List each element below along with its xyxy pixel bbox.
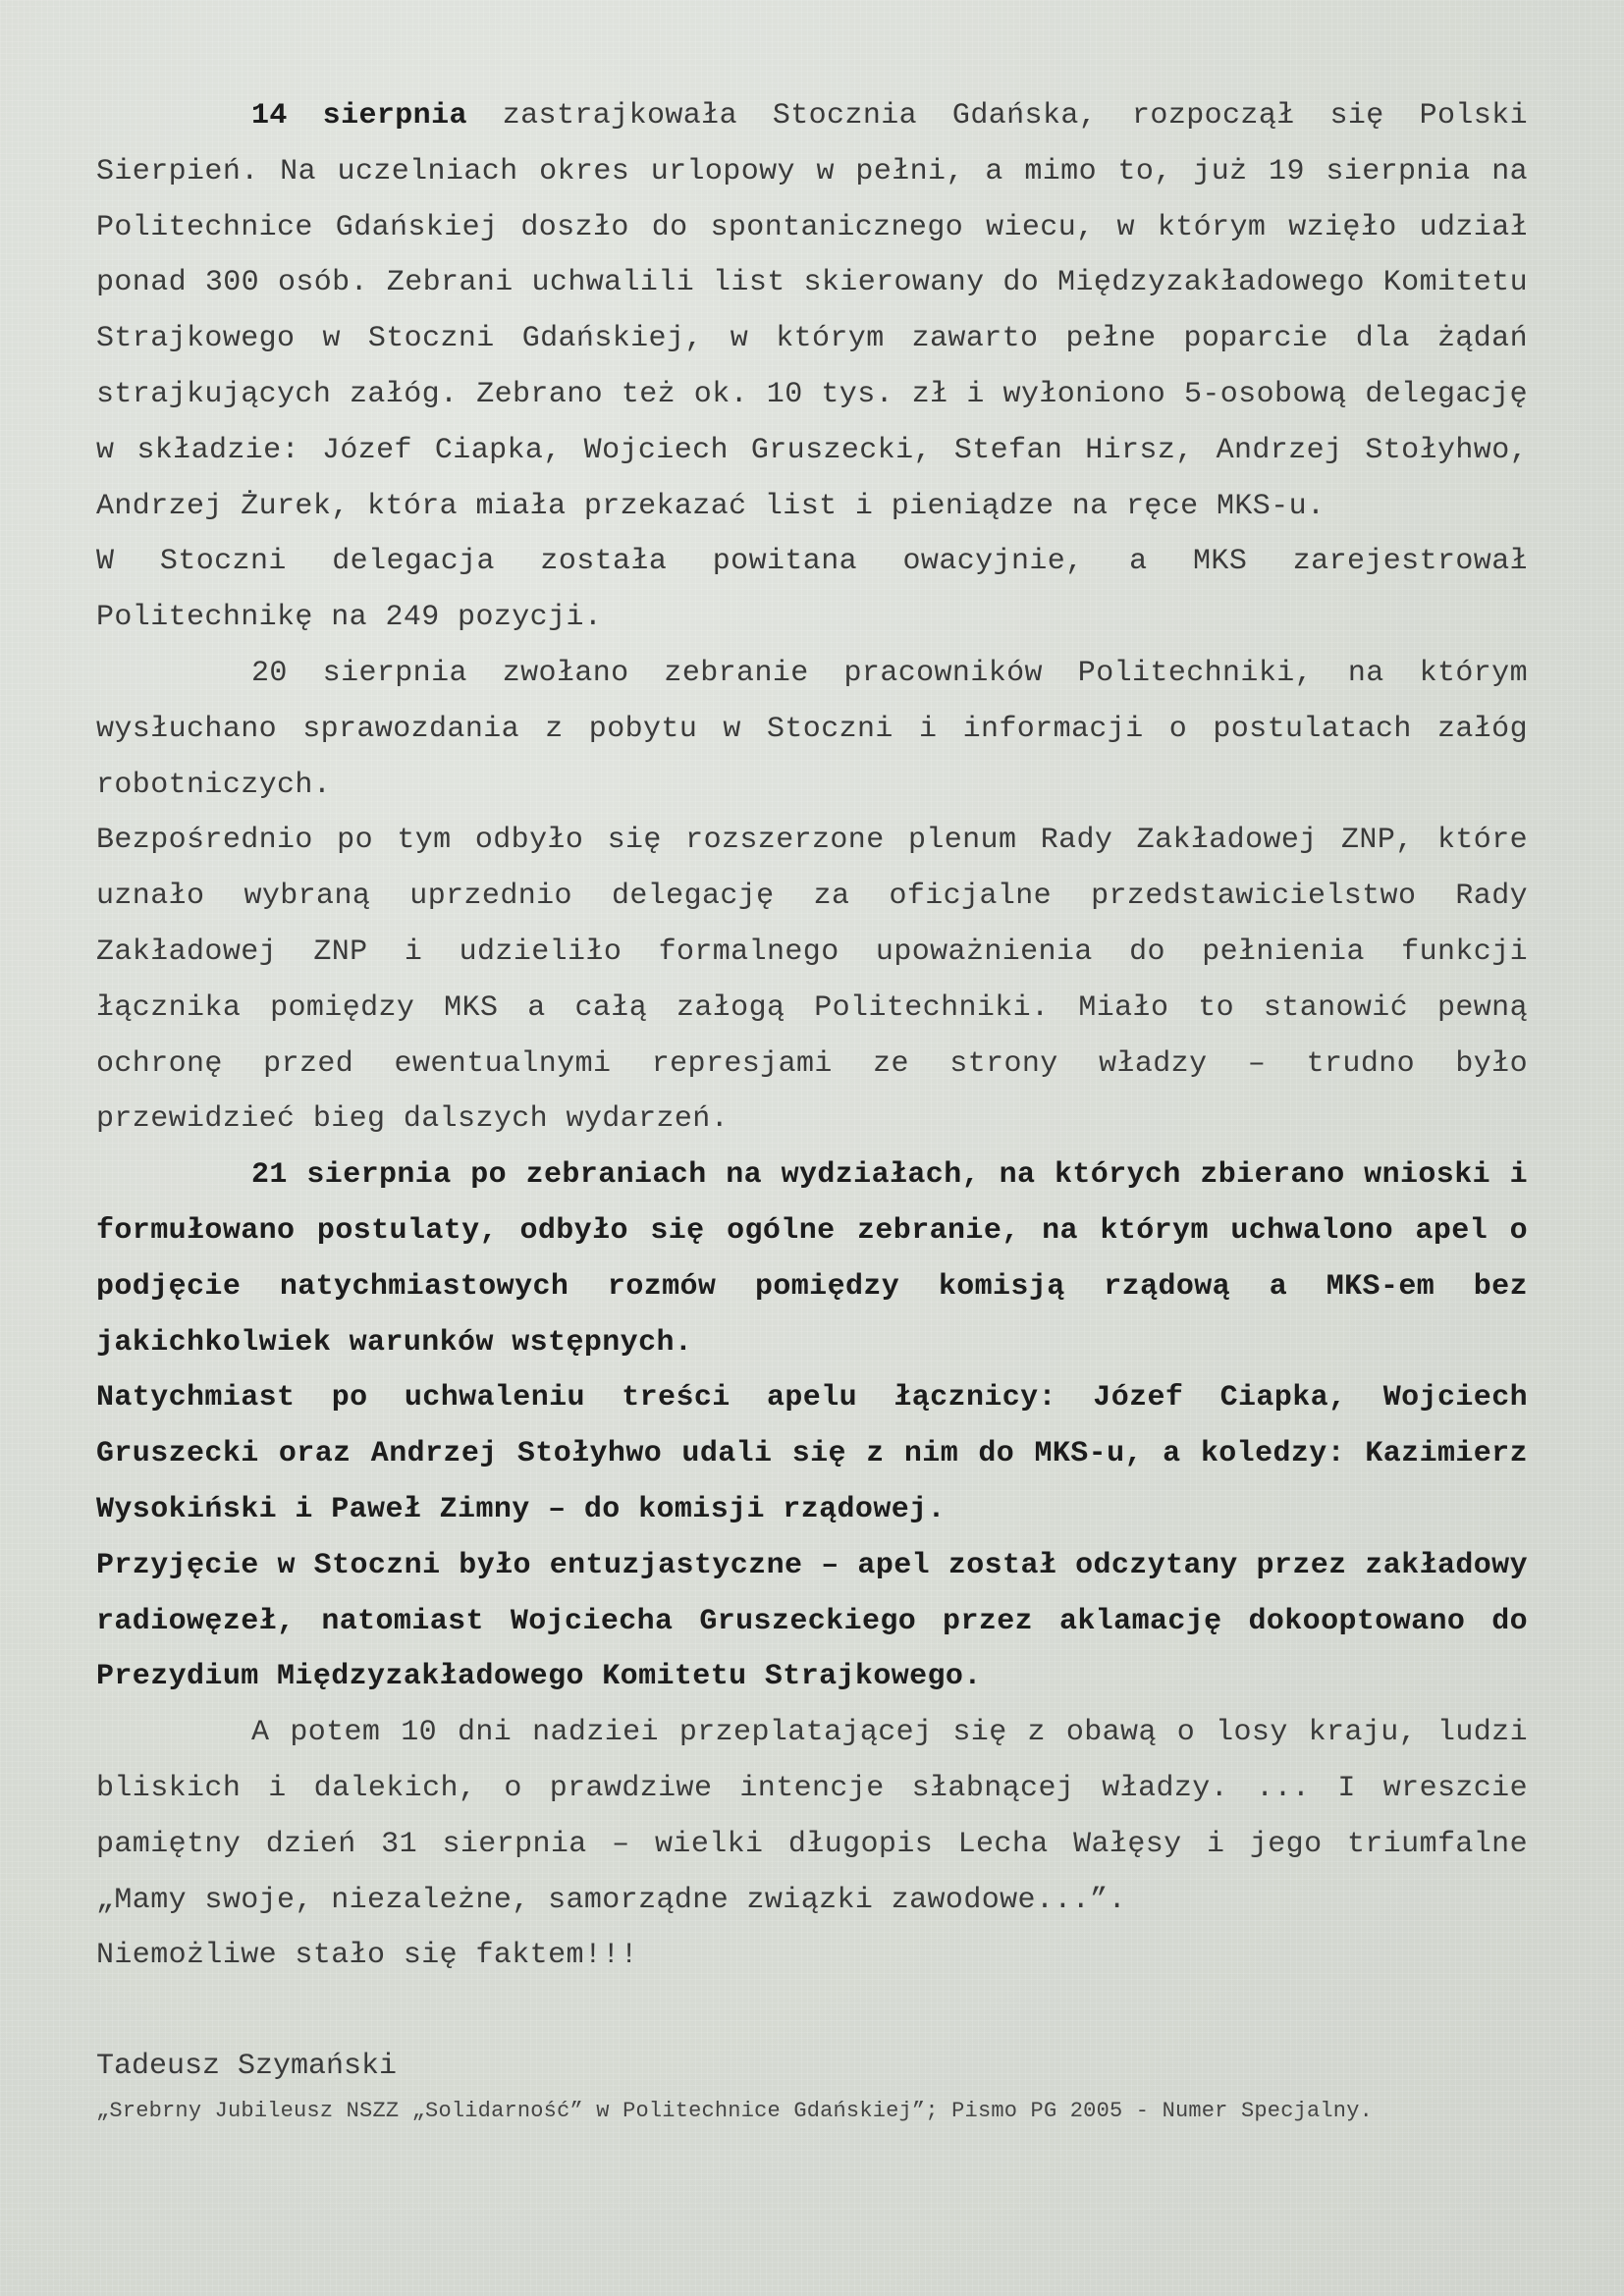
paragraph-3: 20 sierpnia zwołano zebranie pracowników Politechniki, na którym wysłuchano sprawozdania z pobytu w Stoczni i informacji o postulatach załóg robotniczych. bbox=[96, 656, 1528, 802]
author-signature: Tadeusz Szymański bbox=[96, 2050, 398, 2084]
paragraph-7: Przyjęcie w Stoczni było entuzjastyczne – apel został odczytany przez zakładowy radiowęzeł, natomiast Wojciecha Gruszeckiego przez aklamację dokooptowano do Prezydium Międzyzakładowego Komitetu Strajkowego. bbox=[96, 1548, 1528, 1694]
paragraph-5: 21 sierpnia po zebraniach na wydziałach, na których zbierano wnioski i formułowano postulaty, odbyło się ogólne zebranie, na którym uchwalono apel o podjęcie natychmiastowych rozmów pomiędzy komisją rządową a MKS-em bez jakichkolwiek warunków wstępnych. bbox=[96, 1158, 1528, 1360]
paragraph-1-lead: 14 sierpnia bbox=[251, 99, 467, 133]
paragraph-1 bbox=[96, 88, 1528, 534]
paragraph-6: Natychmiast po uchwaleniu treści apelu łącznicy: Józef Ciapka, Wojciech Gruszecki oraz Andrzej Stołyhwo udali się z nim do MKS-u, a koledzy: Kazimierz Wysokiński i Paweł Zimny – do komisji rządowej. bbox=[96, 1381, 1528, 1526]
article-page bbox=[96, 88, 1528, 2129]
paragraph-8: A potem 10 dni nadziei przeplatającej się z obawą o losy kraju, ludzi bliskich i dalekich, o prawdziwe intencje słabnącej władzy. ... I wreszcie pamiętny dzień 31 sierpnia – wielki długopis Lecha Wałęsy i jego triumfalne „Mamy swoje, niezależne, samorządne związki zawodowe...”. bbox=[96, 1716, 1528, 1917]
source-citation: „Srebrny Jubileusz NSZZ „Solidarność” w Politechnice Gdańskiej”; Pismo PG 2005 - Numer Specjalny. bbox=[96, 2099, 1374, 2124]
spacer bbox=[96, 1984, 1528, 2039]
paragraph-2: W Stoczni delegacja została powitana owacyjnie, a MKS zarejestrował Politechnikę na 249 pozycji. bbox=[96, 545, 1528, 635]
paragraph-1-text: zastrajkowała Stocznia Gdańska, rozpoczął się Polski Sierpień. Na uczelniach okres urlopowy w pełni, a mimo to, już 19 sierpnia na Politechnice Gdańskiej doszło do spontanicznego wiecu, w którym wzięło udział ponad 300 osób. Zebrani uchwalili list skierowany do Międzyzakładowego Komitetu Strajkowego w Stoczni Gdańskiej, w którym zawarto pełne poparcie dla żądań strajkujących załóg. Zebrano też ok. 10 tys. zł i wyłoniono 5-osobową delegację w składzie: Józef Ciapka, Wojciech Gruszecki, Stefan Hirsz, Andrzej Stołyhwo, Andrzej Żurek, która miała przekazać list i pieniądze na ręce MKS-u. bbox=[96, 99, 1528, 523]
paragraph-9: Niemożliwe stało się faktem!!! bbox=[96, 1939, 639, 1973]
paragraph-4: Bezpośrednio po tym odbyło się rozszerzone plenum Rady Zakładowej ZNP, które uznało wybraną uprzednio delegację za oficjalne przedstawicielstwo Rady Zakładowej ZNP i udzieliło formalnego upoważnienia do pełnienia funkcji łącznika pomiędzy MKS a całą załogą Politechniki. Miało to stanowić pewną ochronę przed ewentualnymi represjami ze strony władzy – trudno było przewidzieć bieg dalszych wydarzeń. bbox=[96, 824, 1528, 1137]
